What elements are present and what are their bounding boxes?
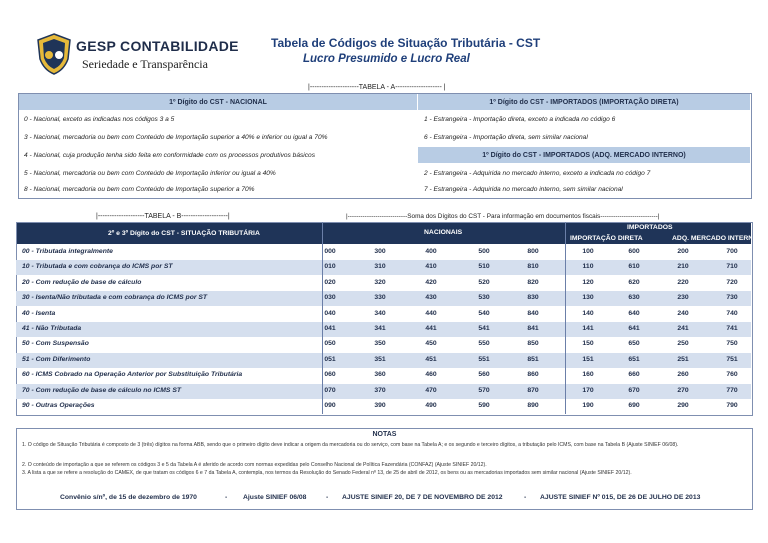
cst-code-cell: 370 [374, 386, 386, 394]
cst-code-cell: 850 [527, 340, 539, 348]
footer-sep: - [524, 494, 527, 501]
note-item: 3. A lista a que se refere a resolução do CAMEX, de que tratam os códigos 6 e 7 da Tabela A, contempla, nos termos da Resolução do Senado Federal nº 13, de 25 de abril de 2012, os bens ou as mercadorias importados sem similar nacional (Ajuste SINIEF 20/12). [22, 470, 632, 476]
cst-code-cell: 390 [374, 402, 386, 409]
cst-code-cell: 000 [324, 248, 336, 255]
cst-code-cell: 650 [628, 340, 640, 348]
table-row [16, 353, 751, 368]
cst-code-cell: 600 [628, 248, 640, 255]
cst-code-cell: 851 [527, 355, 539, 363]
cst-code-cell: 020 [324, 278, 336, 286]
table-row [16, 276, 751, 291]
cst-code-cell: 840 [527, 309, 539, 317]
notes-title: NOTAS [372, 431, 397, 438]
row-label: 51 - Com Diferimento [22, 355, 91, 363]
cst-code-cell: 460 [425, 371, 437, 379]
table-divider [565, 222, 566, 414]
cst-code-cell: 351 [374, 355, 386, 363]
cst-code-cell: 140 [582, 309, 594, 317]
cst-code-cell: 690 [628, 402, 640, 409]
tabela-b-col-imp-direta: IMPORTAÇÃO DIRETA [570, 235, 643, 242]
gesp-logo-icon [36, 33, 72, 75]
cst-code-cell: 470 [425, 386, 437, 394]
row-label: 60 - ICMS Cobrado na Operação Anterior por Substituição Tributária [22, 371, 243, 379]
cst-code-cell: 741 [726, 325, 738, 332]
cst-code-cell: 060 [324, 371, 336, 379]
cst-code-cell: 450 [425, 340, 437, 348]
row-label: 41 - Não Tributada [22, 325, 82, 332]
table-row [16, 368, 751, 383]
footer-ref: Convênio s/nº, de 15 de dezembro de 1970 [60, 494, 197, 501]
table-row [16, 291, 751, 306]
tabela-a-left-row: 0 - Nacional, exceto as indicadas nos códigos 3 a 5 [24, 116, 175, 123]
cst-code-cell: 441 [425, 325, 437, 332]
footer-sep: - [326, 494, 329, 501]
cst-code-cell: 641 [628, 325, 640, 332]
cst-code-cell: 430 [425, 294, 437, 302]
row-label: 30 - Isenta/Não tributada e com cobrança do ICMS por ST [22, 294, 208, 302]
tabela-a-head-nacional: 1º Dígito do CST - NACIONAL [19, 94, 417, 110]
cst-code-cell: 651 [628, 355, 640, 363]
cst-code-cell: 330 [374, 294, 386, 302]
cst-code-cell: 051 [324, 355, 336, 363]
page-title: Tabela de Códigos de Situação Tributária - CST [271, 36, 541, 50]
tabela-b-sum-caption: |----------------------------Soma dos Dígitos do CST - Para informação em documentos fiscais---------------------------| [346, 213, 660, 220]
cst-code-cell: 010 [324, 263, 336, 271]
cst-code-cell: 520 [478, 278, 490, 286]
cst-code-cell: 490 [425, 402, 437, 409]
cst-code-cell: 150 [582, 340, 594, 348]
tabela-a-right-row: 1 - Estrangeira - Importação direta, exceto a indicada no código 6 [424, 116, 616, 123]
row-label: 00 - Tributada integralmente [22, 248, 113, 255]
cst-code-cell: 240 [677, 309, 689, 317]
cst-code-cell: 730 [726, 294, 738, 302]
tabela-a-right-row: 6 - Estrangeira - Importação direta, sem similar nacional [424, 134, 588, 141]
cst-code-cell: 720 [726, 278, 738, 286]
footer-ref: AJUSTE SINIEF 20, DE 7 DE NOVEMBRO DE 2012 [342, 494, 503, 501]
cst-code-cell: 341 [374, 325, 386, 332]
cst-code-cell: 710 [726, 263, 738, 271]
cst-code-cell: 230 [677, 294, 689, 302]
cst-code-cell: 510 [478, 263, 490, 271]
cst-code-cell: 170 [582, 386, 594, 394]
cst-code-cell: 350 [374, 340, 386, 348]
table-row [16, 245, 751, 260]
cst-code-cell: 560 [478, 371, 490, 379]
cst-code-cell: 451 [425, 355, 437, 363]
cst-code-cell: 640 [628, 309, 640, 317]
cst-code-cell: 040 [324, 309, 336, 317]
cst-code-cell: 270 [677, 386, 689, 394]
tabela-a-right-row: 2 - Estrangeira - Adquirida no mercado interno, exceto a indicada no código 7 [424, 170, 651, 177]
page-header [0, 0, 768, 84]
footer-ref: Ajuste SINIEF 06/08 [243, 494, 307, 501]
cst-code-cell: 100 [582, 248, 594, 255]
cst-code-cell: 860 [527, 371, 539, 379]
cst-code-cell: 610 [628, 263, 640, 271]
table-row [16, 322, 751, 337]
cst-code-cell: 320 [374, 278, 386, 286]
cst-code-cell: 290 [677, 402, 689, 409]
cst-code-cell: 570 [478, 386, 490, 394]
brand-slogan: Seriedade e Transparência [82, 57, 208, 71]
cst-code-cell: 160 [582, 371, 594, 379]
cst-code-cell: 260 [677, 371, 689, 379]
tabela-a-right-row: 7 - Estrangeira - Adquirida no mercado interno, sem similar nacional [424, 186, 623, 193]
cst-code-cell: 151 [582, 355, 594, 363]
cst-code-cell: 620 [628, 278, 640, 286]
cst-code-cell: 410 [425, 263, 437, 271]
brand-name: GESP CONTABILIDADE [76, 38, 239, 54]
table-row [16, 399, 751, 414]
cst-code-cell: 050 [324, 340, 336, 348]
tabela-a-left-row: 3 - Nacional, mercadoria ou bem com Conteúdo de Importação superior a 40% e inferior ou igual a 70% [24, 134, 328, 141]
cst-code-cell: 440 [425, 309, 437, 317]
tabela-b-col-nacionais: NACIONAIS [424, 229, 463, 236]
cst-code-cell: 820 [527, 278, 539, 286]
row-label: 70 - Com redução de base de cálculo no ICMS ST [22, 386, 182, 394]
cst-code-cell: 630 [628, 294, 640, 302]
cst-code-cell: 210 [677, 263, 689, 271]
table-divider [322, 222, 323, 414]
cst-code-cell: 530 [478, 294, 490, 302]
footer-ref: AJUSTE SINIEF Nº 015, DE 26 DE JULHO DE 2013 [540, 494, 701, 501]
cst-code-cell: 590 [478, 402, 490, 409]
cst-code-cell: 120 [582, 278, 594, 286]
cst-code-cell: 750 [726, 340, 738, 348]
cst-code-cell: 041 [324, 325, 336, 332]
cst-code-cell: 070 [324, 386, 336, 394]
cst-code-cell: 770 [726, 386, 738, 394]
cst-code-cell: 110 [582, 263, 594, 271]
row-label: 50 - Com Suspensão [22, 340, 89, 348]
cst-code-cell: 660 [628, 371, 640, 379]
tabela-a-caption: |---------------------TABELA - A-------------------- | [308, 84, 446, 91]
note-item: 1. O código de Situação Tributária é composto de 3 (três) dígitos na forma ABB, sendo que o primeiro dígito deve indicar a origem da mercadoria ou do serviço, com base na Tabela A; e os segundo e terceiro dígitos, a tributação pelo ICMS, com base na Tabela B (Ajuste SINIEF 06/08). [22, 442, 679, 448]
tabela-a-left-row: 4 - Nacional, cuja produção tenha sido feita em conformidade com os processos produtivos básicos [24, 152, 316, 159]
tabela-b-col-adq-interno: ADQ. MERCADO INTERNO [672, 235, 759, 242]
cst-code-cell: 420 [425, 278, 437, 286]
table-row [16, 384, 751, 399]
cst-code-cell: 830 [527, 294, 539, 302]
footer-sep: - [225, 494, 228, 501]
cst-code-cell: 400 [425, 248, 437, 255]
cst-code-cell: 250 [677, 340, 689, 348]
cst-code-cell: 190 [582, 402, 594, 409]
cst-code-cell: 550 [478, 340, 490, 348]
cst-code-cell: 700 [726, 248, 738, 255]
tabela-b-caption: |--------------------TABELA - B--------------------| [96, 213, 230, 220]
table-row [16, 337, 751, 352]
table-row [16, 260, 751, 275]
row-label: 20 - Com redução de base de cálculo [22, 278, 142, 286]
cst-code-cell: 751 [726, 355, 738, 363]
cst-code-cell: 030 [324, 294, 336, 302]
cst-code-cell: 541 [478, 325, 490, 332]
cst-code-cell: 200 [677, 248, 689, 255]
cst-code-cell: 360 [374, 371, 386, 379]
tabela-a-head-adq-interno: 1º Dígito do CST - IMPORTADOS (ADQ. MERCADO INTERNO) [418, 147, 750, 163]
cst-code-cell: 890 [527, 402, 539, 409]
cst-code-cell: 740 [726, 309, 738, 317]
cst-code-cell: 130 [582, 294, 594, 302]
cst-code-cell: 241 [677, 325, 689, 332]
tabela-a-left-row: 8 - Nacional, mercadoria ou bem com Conteúdo de Importação superior a 70% [24, 186, 255, 193]
row-label: 90 - Outras Operações [22, 402, 95, 409]
cst-code-cell: 790 [726, 402, 738, 409]
tabela-b-col-importados: IMPORTADOS [627, 224, 673, 231]
cst-code-cell: 141 [582, 325, 594, 332]
note-item: 2. O conteúdo de importação a que se referem os códigos 3 e 5 da Tabela A é aferido de acordo com normas expedidas pelo Conselho Nacional de Política Fazendária (CONFAZ) (Ajuste SINIEF 20/12). [22, 462, 487, 468]
tabela-b-col-situacao: 2º e 3º Dígito do CST - SITUAÇÃO TRIBUTÁRIA [108, 230, 260, 237]
cst-code-cell: 220 [677, 278, 689, 286]
cst-code-cell: 810 [527, 263, 539, 271]
tabela-a-head-importados: 1º Dígito do CST - IMPORTADOS (IMPORTAÇÃO DIRETA) [418, 94, 750, 110]
cst-code-cell: 670 [628, 386, 640, 394]
page-subtitle: Lucro Presumido e Lucro Real [303, 53, 470, 65]
cst-code-cell: 551 [478, 355, 490, 363]
cst-code-cell: 500 [478, 248, 490, 255]
cst-code-cell: 090 [324, 402, 336, 409]
row-label: 40 - Isenta [22, 309, 56, 317]
cst-code-cell: 800 [527, 248, 539, 255]
cst-code-cell: 310 [374, 263, 386, 271]
cst-code-cell: 760 [726, 371, 738, 379]
table-row [16, 307, 751, 322]
cst-code-cell: 251 [677, 355, 689, 363]
cst-code-cell: 870 [527, 386, 539, 394]
cst-code-cell: 841 [527, 325, 539, 332]
cst-code-cell: 540 [478, 309, 490, 317]
cst-code-cell: 300 [374, 248, 386, 255]
cst-code-cell: 340 [374, 309, 386, 317]
tabela-a-left-row: 5 - Nacional, mercadoria ou bem com Conteúdo de Importação inferior ou igual a 40% [24, 170, 276, 177]
row-label: 10 - Tributada e com cobrança do ICMS por ST [22, 263, 173, 271]
